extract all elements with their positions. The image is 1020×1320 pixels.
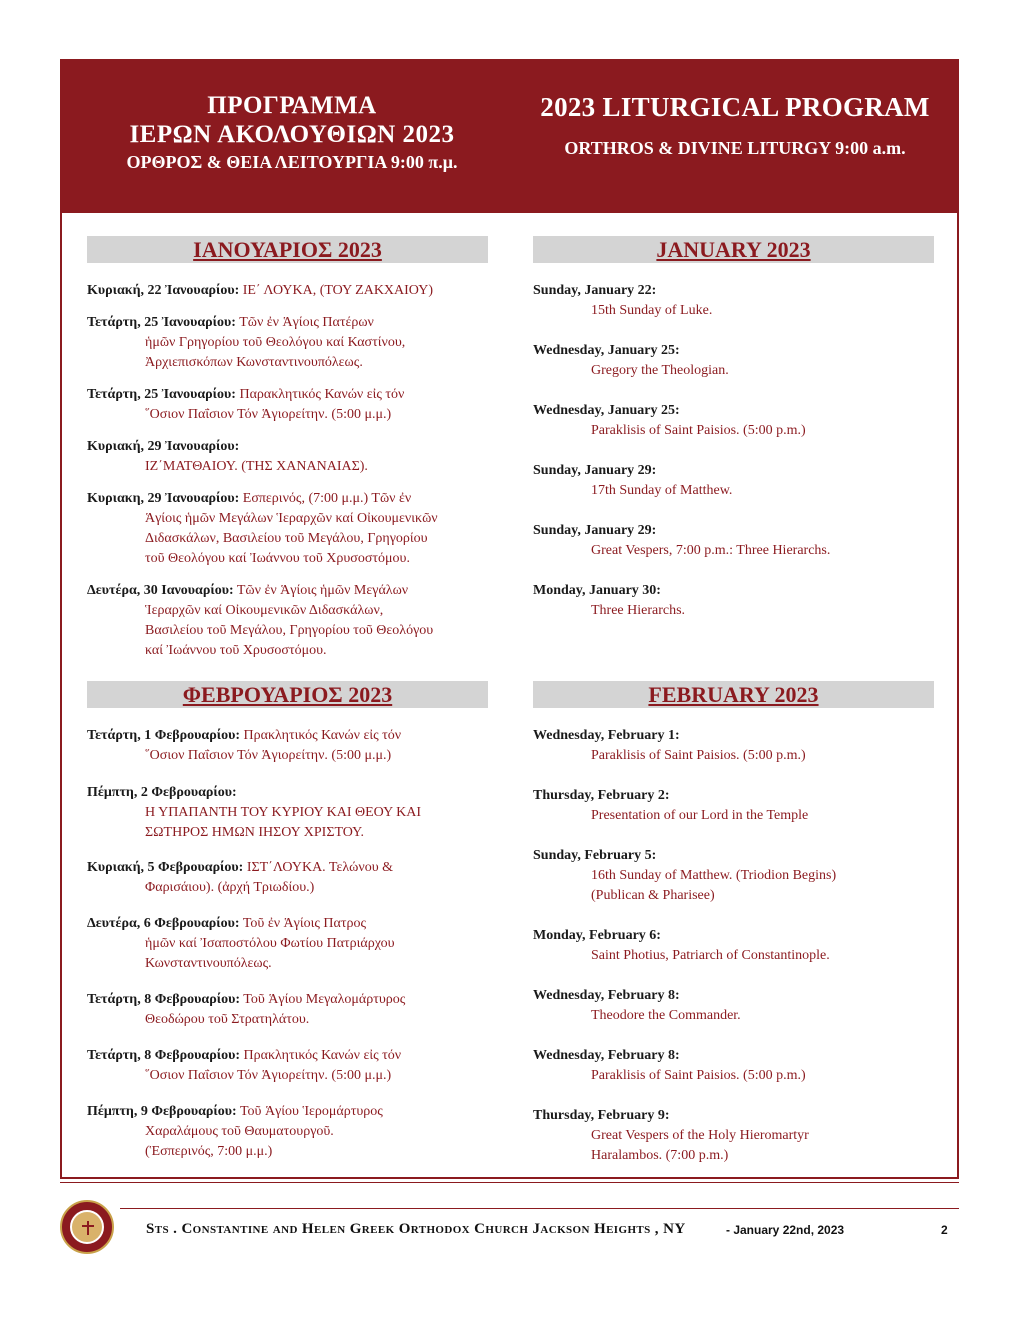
entry-feast-line: (Ἑσπερινός, 7:00 μ.μ.)	[145, 1144, 273, 1159]
entry-feast-line: ῞Οσιον Παΐσιον Τόν Ἁγιορείτην. (5:00 μ.μ.)	[145, 748, 392, 763]
entry-feast-line: Paraklisis of Saint Paisios. (5:00 p.m.)	[591, 748, 806, 763]
english-schedule-entry	[533, 726, 933, 766]
greek-schedule-entry	[87, 385, 487, 425]
entry-feast-line: Ἱεραρχῶν καί Οἰκουμενικῶν Διδασκάλων,	[145, 603, 384, 618]
english-schedule-entry	[533, 786, 933, 826]
greek-schedule-entry	[87, 1046, 487, 1086]
entry-date: Monday, January 30:	[533, 583, 661, 598]
greek-schedule-entry	[87, 489, 487, 569]
entry-feast-line: Theodore the Commander.	[591, 1008, 741, 1023]
entry-feast-line: Paraklisis of Saint Paisios. (5:00 p.m.)	[591, 423, 806, 438]
greek-title-block	[92, 91, 492, 175]
entry-feast-line: 17th Sunday of Matthew.	[591, 483, 733, 498]
footer-church-name: Sts . Constantine and Helen Greek Orthodox Church Jackson Heights , NY	[146, 1221, 686, 1237]
english-schedule-entry	[533, 281, 933, 321]
entry-date: Τετάρτη, 8 Φεβρουαρίου:	[87, 992, 241, 1007]
entry-feast-line: Three Hierarchs.	[591, 603, 686, 618]
entry-date: Sunday, February 5:	[533, 848, 657, 863]
entry-date: Wednesday, January 25:	[533, 343, 680, 358]
entry-feast-line: Χαραλάμους τοῦ Θαυματουργοῦ.	[145, 1124, 334, 1139]
entry-date: Τετάρτη, 8 Φεβρουαρίου:	[87, 1048, 241, 1063]
entry-date: Κυριακή, 22 Ἰανουαρίου:	[87, 283, 240, 298]
footer-rule	[60, 1182, 959, 1183]
entry-date: Κυριακη, 29 Ἰανουαρίου:	[87, 491, 240, 506]
entry-date: Τετάρτη, 25 Ἰανουαρίου:	[87, 315, 236, 330]
entry-date: Monday, February 6:	[533, 928, 661, 943]
entry-feast-line: Η ΥΠΑΠΑΝΤΗ ΤΟΥ ΚΥΡΙΟΥ ΚΑΙ ΘΕΟΥ ΚΑΙ	[145, 805, 422, 820]
entry-date: Sunday, January 22:	[533, 283, 657, 298]
english-schedule-entry	[533, 461, 933, 501]
february-greek-heading: ΦΕΒΡΟΥΑΡΙΟΣ 2023	[87, 681, 488, 708]
entry-feast-line: καί Ἰωάννου τοῦ Χρυσοστόμου.	[145, 643, 327, 658]
greek-title-line1: ΠΡΟΓΡΑΜΜΑ	[207, 92, 377, 119]
entry-feast: Πρακλητικός Κανών εἰς τόν	[243, 1048, 402, 1063]
entry-feast-line: ΙΖ΄ΜΑΤΘΑΙΟΥ. (ΤΗΣ ΧΑΝΑΝΑΙΑΣ).	[145, 459, 368, 474]
entry-feast-line: ῞Οσιον Παΐσιον Τόν Ἁγιορείτην. (5:00 μ.μ.)	[145, 1068, 392, 1083]
entry-feast-line: Great Vespers of the Holy Hieromartyr	[591, 1128, 809, 1143]
english-schedule-entry	[533, 521, 933, 561]
entry-date: Wednesday, February 1:	[533, 728, 680, 743]
entry-date: Thursday, February 2:	[533, 788, 670, 803]
greek-subtitle: ΟΡΘΡΟΣ & ΘΕΙΑ ΛΕΙΤΟΥΡΓΙΑ 9:00 π.μ.	[126, 152, 458, 172]
entry-feast-line: Great Vespers, 7:00 p.m.: Three Hierarchs.	[591, 543, 831, 558]
greek-title-line2: ΙΕΡΩΝ ΑΚΟΛΟΥΘΙΩΝ 2023	[129, 121, 455, 148]
entry-feast: Τῶν ἐν Ἁγίοις ἡμῶν Μεγάλων	[236, 583, 409, 598]
english-schedule-entry	[533, 1106, 933, 1166]
entry-feast-line: Ἀρχιεπισκόπων Κωνσταντινουπόλεως.	[145, 355, 363, 370]
church-seal-logo	[60, 1200, 114, 1254]
entry-feast: Τοῦ ἐν Ἁγίοις Πατρος	[242, 916, 367, 931]
english-title: 2023 LITURGICAL PROGRAM	[540, 92, 930, 122]
english-schedule-entry	[533, 401, 933, 441]
greek-schedule-entry	[87, 783, 487, 843]
english-schedule-entry	[533, 986, 933, 1026]
entry-date: Wednesday, February 8:	[533, 1048, 680, 1063]
entry-date: Τετάρτη, 25 Ἰανουαρίου:	[87, 387, 236, 402]
footer-rule-lower	[120, 1208, 959, 1209]
entry-feast: Τοῦ Ἁγίου Ἱερομάρτυρος	[239, 1104, 383, 1119]
english-subtitle: ORTHROS & DIVINE LITURGY 9:00 a.m.	[564, 138, 906, 158]
cross-icon	[87, 1221, 89, 1235]
greek-schedule-entry	[87, 437, 487, 477]
january-greek-heading: ΙΑΝΟΥΑΡΙΟΣ 2023	[87, 236, 488, 263]
greek-schedule-entry	[87, 313, 487, 373]
greek-schedule-entry	[87, 581, 487, 661]
entry-feast-line: Φαρισάιου). (ἀρχή Τριωδίου.)	[145, 880, 315, 895]
english-title-block	[520, 91, 950, 161]
entry-feast-line: ΣΩΤΗΡΟΣ ΗΜΩΝ ΙΗΣΟΥ ΧΡΙΣΤΟΥ.	[145, 825, 365, 840]
entry-date: Wednesday, January 25:	[533, 403, 680, 418]
entry-date: Τετάρτη, 1 Φεβρουαρίου:	[87, 728, 241, 743]
entry-feast-line: τοῦ Θεολόγου καί Ἰωάννου τοῦ Χρυσοστόμου.	[145, 551, 410, 566]
entry-date: Κυριακή, 29 Ἰανουαρίου:	[87, 439, 240, 454]
entry-feast-line: Presentation of our Lord in the Temple	[591, 808, 809, 823]
entry-date: Thursday, February 9:	[533, 1108, 670, 1123]
english-schedule-entry	[533, 926, 933, 966]
entry-feast-line: ἡμῶν Γρηγορίου τοῦ Θεολόγου καί Καστίνου,	[145, 335, 406, 350]
entry-date: Δευτέρα, 30 Ιανουαρίου:	[87, 583, 234, 598]
entry-feast-line: (Publican & Pharisee)	[591, 888, 715, 903]
entry-feast-line: Βασιλείου τοῦ Μεγάλου, Γρηγορίου τοῦ Θεολόγου	[145, 623, 434, 638]
greek-schedule-entry	[87, 914, 487, 974]
entry-feast-line: ἡμῶν καί Ἰσαποστόλου Φωτίου Πατριάρχου	[145, 936, 395, 951]
greek-schedule-entry	[87, 990, 487, 1030]
entry-date: Πέμπτη, 2 Φεβρουαρίου:	[87, 785, 237, 800]
entry-feast: Παρακλητικός Κανών εἰς τόν	[239, 387, 405, 402]
entry-feast: ΙΣΤ΄ΛΟΥΚΑ. Τελώνου &	[246, 860, 394, 875]
english-schedule-entry	[533, 581, 933, 621]
entry-feast-line: Saint Photius, Patriarch of Constantinople.	[591, 948, 830, 963]
entry-feast-line: Paraklisis of Saint Paisios. (5:00 p.m.)	[591, 1068, 806, 1083]
february-english-heading: FEBRUARY 2023	[533, 681, 934, 708]
entry-feast: ΙΕ΄ ΛΟΥΚΑ, (ΤΟΥ ΖΑΚΧΑΙΟΥ)	[242, 283, 433, 298]
entry-feast: Πρακλητικός Κανών εἰς τόν	[243, 728, 402, 743]
footer-date: - January 22nd, 2023	[726, 1223, 845, 1237]
entry-feast: Τοῦ Ἁγίου Μεγαλομάρτυρος	[243, 992, 406, 1007]
header-banner	[62, 61, 957, 213]
entry-feast-line: Κωνσταντινουπόλεως.	[145, 956, 272, 971]
entry-feast: Εσπερινός, (7:00 μ.μ.) Τῶν ἐν	[242, 491, 412, 506]
entry-feast-line: ῞Οσιον Παΐσιον Τόν Ἁγιορείτην. (5:00 μ.μ.)	[145, 407, 392, 422]
english-schedule-entry	[533, 1046, 933, 1086]
entry-feast-line: Θεοδώρου τοῦ Στρατηλάτου.	[145, 1012, 310, 1027]
english-schedule-entry	[533, 341, 933, 381]
seal-center	[70, 1210, 104, 1244]
entry-feast-line: Haralambos. (7:00 p.m.)	[591, 1148, 729, 1163]
entry-date: Sunday, January 29:	[533, 463, 657, 478]
greek-schedule-entry	[87, 1102, 487, 1162]
entry-feast-line: 16th Sunday of Matthew. (Triodion Begins)	[591, 868, 837, 883]
entry-feast-line: 15th Sunday of Luke.	[591, 303, 713, 318]
entry-date: Sunday, January 29:	[533, 523, 657, 538]
entry-date: Δευτέρα, 6 Φεβρουαρίου:	[87, 916, 240, 931]
entry-feast-line: Ἁγίοις ἡμῶν Μεγάλων Ἱεραρχῶν καί Οἰκουμενικῶν	[145, 511, 438, 526]
entry-date: Wednesday, February 8:	[533, 988, 680, 1003]
english-schedule-entry	[533, 846, 933, 906]
greek-schedule-entry	[87, 726, 487, 766]
january-english-heading: JANUARY 2023	[533, 236, 934, 263]
entry-date: Πέμπτη, 9 Φεβρουαρίου:	[87, 1104, 237, 1119]
greek-schedule-entry	[87, 858, 487, 898]
entry-feast-line: Gregory the Theologian.	[591, 363, 729, 378]
entry-date: Κυριακή, 5 Φεβρουαρίου:	[87, 860, 244, 875]
entry-feast-line: Διδασκάλων, Βασιλείου τοῦ Μεγάλου, Γρηγορίου	[145, 531, 428, 546]
page-number: 2	[941, 1223, 948, 1237]
entry-feast: Τῶν ἐν Ἁγίοις Πατέρων	[239, 315, 374, 330]
greek-schedule-entry	[87, 281, 487, 301]
